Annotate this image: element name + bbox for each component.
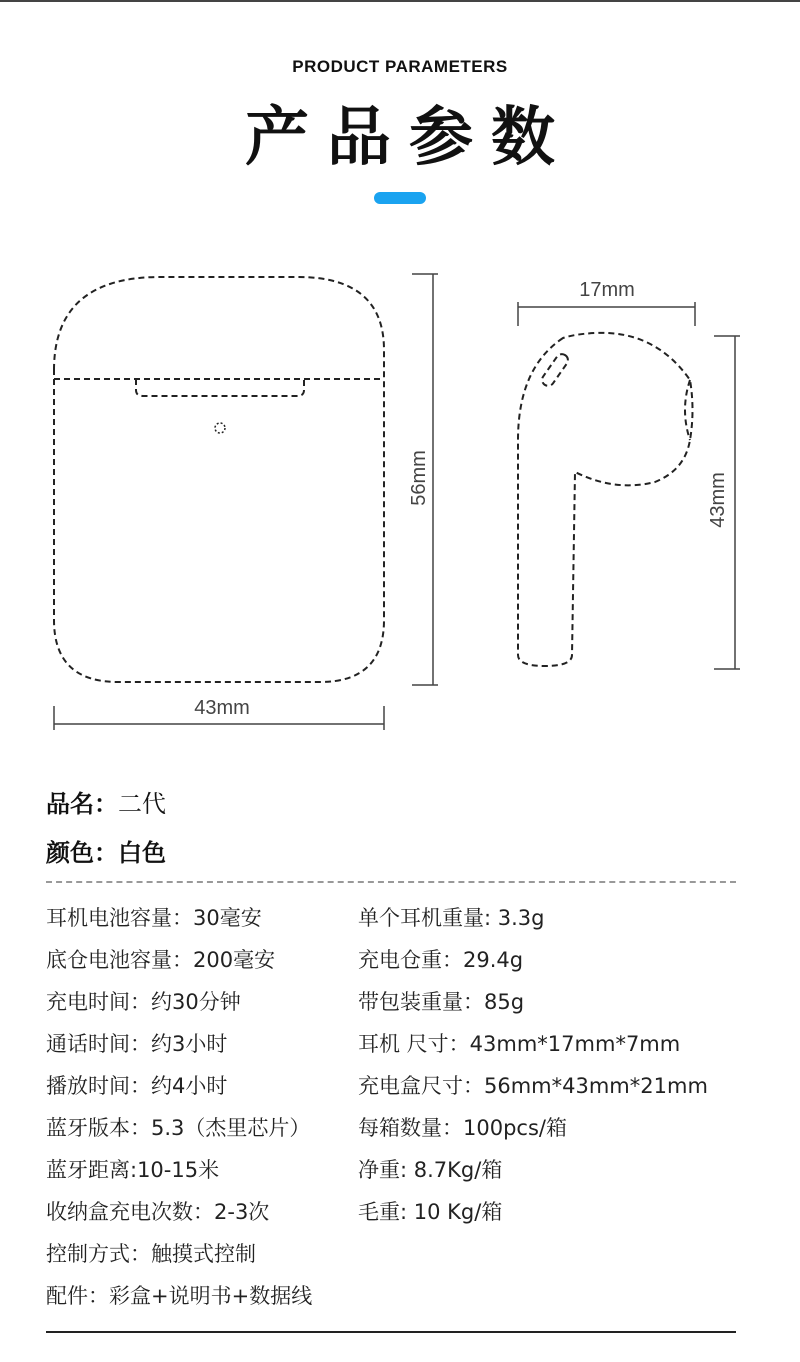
spec-item: 耳机 尺寸：43mm*17mm*7mm [358,1032,681,1056]
accent-bar [374,192,426,204]
product-color-label: 颜色： [46,839,118,867]
bottom-divider [46,1331,736,1333]
product-name-label: 品名： [46,790,118,818]
spec-item: 底仓电池容量：200毫安 [46,948,276,972]
product-name-value: 二代 [118,790,166,818]
section-subtitle: PRODUCT PARAMETERS [292,57,508,76]
case-height-label: 56mm [408,450,430,506]
earbud-width-label: 17mm [579,279,635,301]
spec-item: 带包装重量：85g [358,990,525,1014]
case-hinge-notch [136,379,304,396]
product-name [46,784,166,819]
spec-item: 蓝牙版本：5.3（杰里芯片） [46,1116,311,1140]
case-outline [54,277,384,682]
spec-item: 收纳盒充电次数：2-3次 [46,1200,270,1224]
spec-item: 每箱数量：100pcs/箱 [358,1116,567,1140]
case-indicator [215,423,225,433]
earbud-height-label: 43mm [707,472,729,528]
dashed-divider [46,881,736,883]
top-border [0,0,800,2]
product-color [46,833,166,868]
earbud-grille [540,352,570,388]
case-width-label: 43mm [194,697,250,719]
spec-item: 通话时间：约3小时 [46,1032,228,1056]
earbud-tip [685,380,690,440]
spec-item: 蓝牙距离:10-15米 [46,1158,220,1182]
dimension-diagram [0,250,800,740]
spec-item: 净重: 8.7Kg/箱 [358,1158,503,1182]
product-color-value: 白色 [118,839,166,867]
spec-item: 充电仓重：29.4g [358,948,524,972]
earbud-outline [518,333,693,666]
spec-item: 配件：彩盒+说明书+数据线 [46,1284,313,1308]
spec-item: 充电时间：约30分钟 [46,990,241,1014]
spec-item: 控制方式：触摸式控制 [46,1242,256,1266]
spec-item: 单个耳机重量: 3.3g [358,906,545,930]
spec-item: 毛重: 10 Kg/箱 [358,1200,503,1224]
spec-item: 充电盒尺寸：56mm*43mm*21mm [358,1074,708,1098]
spec-item: 播放时间：约4小时 [46,1074,228,1098]
spec-item: 耳机电池容量：30毫安 [46,906,262,930]
section-title: 产品参数 [245,101,573,175]
